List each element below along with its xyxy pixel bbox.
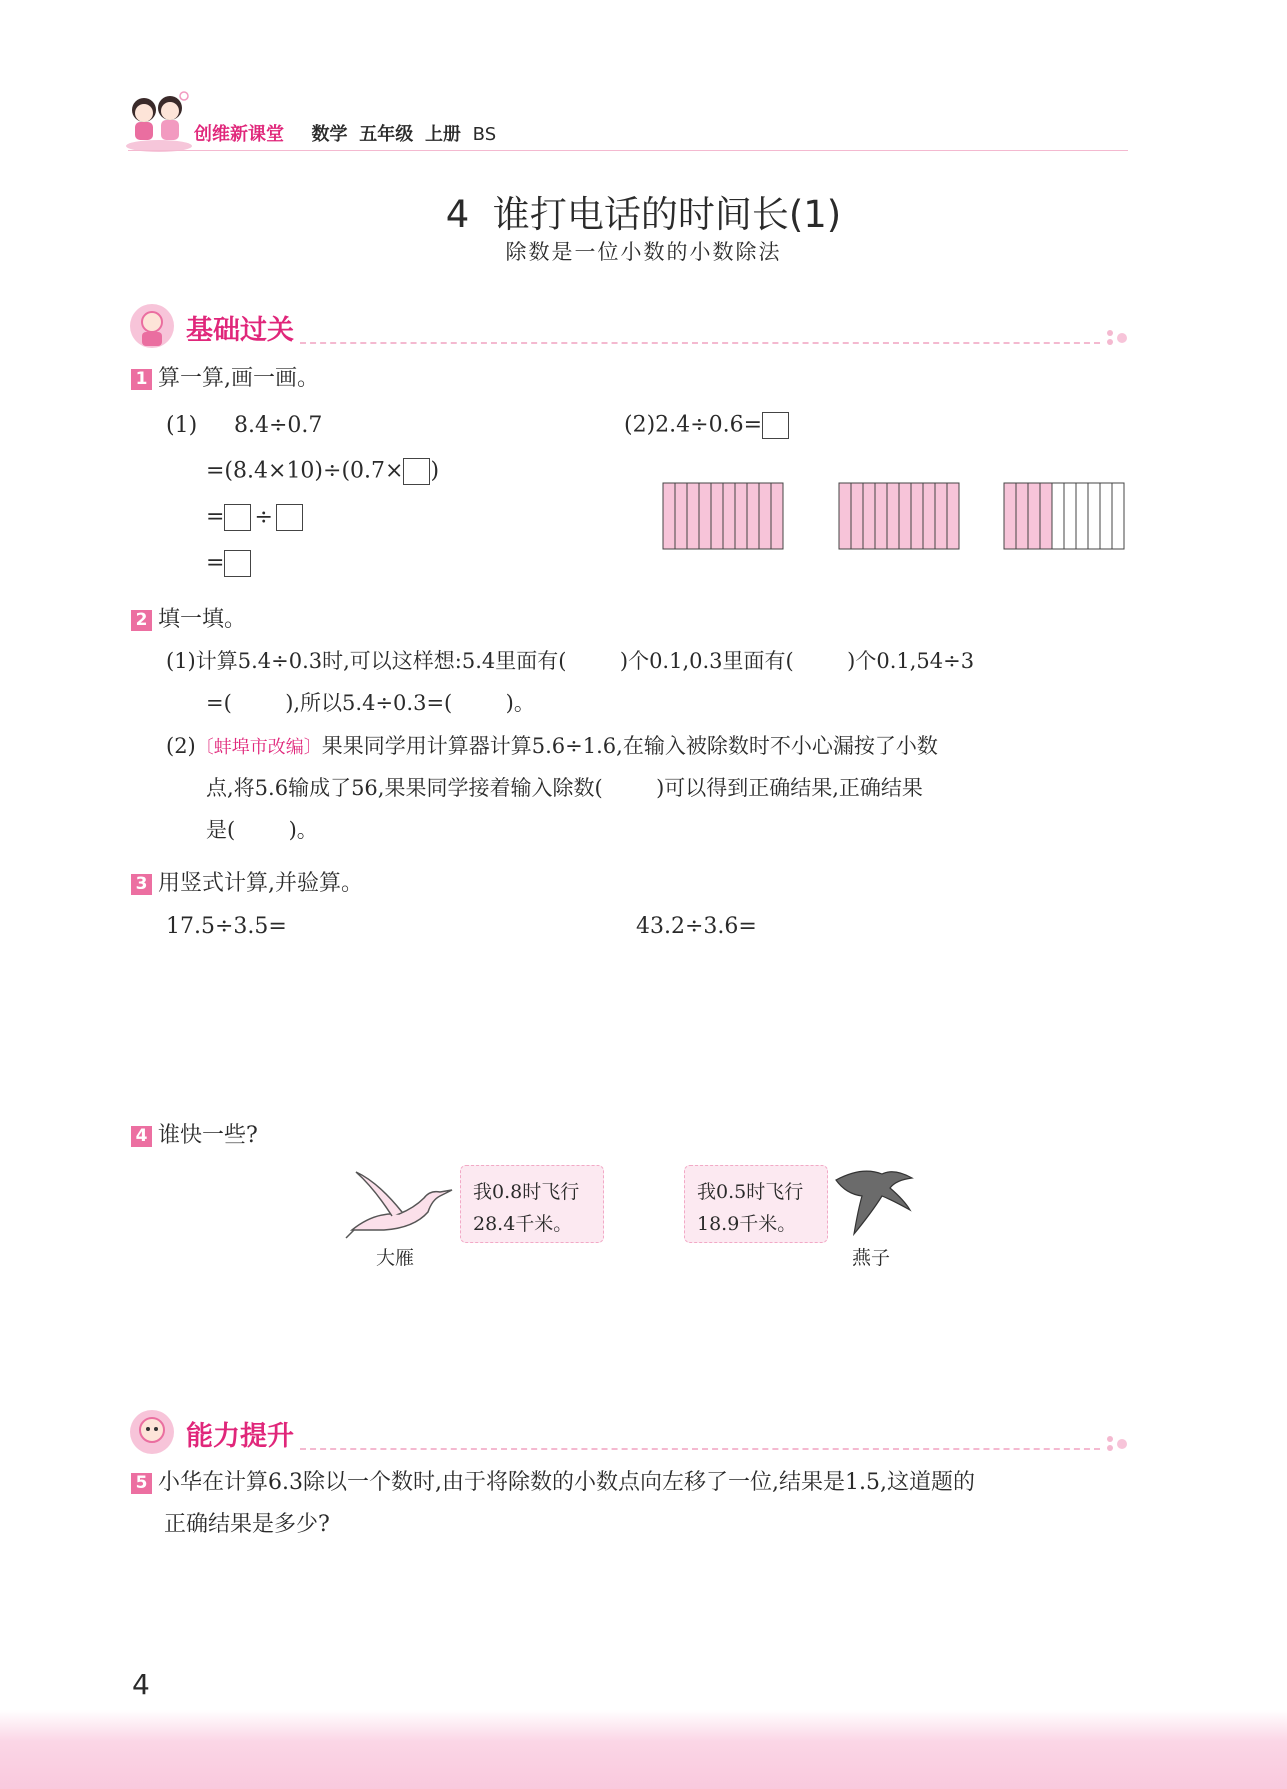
grid-strip-shaded [675, 483, 687, 549]
grid-strip-shaded [839, 483, 851, 549]
grid-strip-shaded [759, 483, 771, 549]
q5-line1 [131, 1472, 975, 1494]
grade: 五年级 [359, 124, 414, 145]
answer-box[interactable] [224, 504, 251, 531]
grid-strip-shaded [1004, 483, 1016, 549]
q3-title [131, 873, 363, 895]
q2-part2-prefix: (2) [166, 734, 196, 758]
q1-number: 1 [131, 369, 152, 390]
source-tag: 〔蚌埠市改编〕 [195, 737, 322, 758]
goose-icon [344, 1168, 454, 1240]
footer-band [0, 1710, 1287, 1789]
section-advanced-title: 能力提升 [186, 1421, 294, 1452]
grid-strip-empty [1112, 483, 1124, 549]
q1-line3 [206, 504, 303, 531]
answer-box[interactable] [224, 550, 251, 577]
q2-part1-line1: (1)计算5.4÷0.3时,可以这样想:5.4里面有( )个0.1,0.3里面有( )个0.1,54÷3 [166, 649, 975, 673]
page-number: 4 [132, 1668, 150, 1701]
header-text [194, 120, 496, 146]
grid-strip-empty [1088, 483, 1100, 549]
q2-part2-line3: 是( )。 [206, 818, 318, 842]
q2-part1-line2: =( ),所以5.4÷0.3=( )。 [206, 691, 535, 715]
goose-speech-line2: 28.4千米。 [473, 1213, 573, 1235]
grid-strip-shaded [663, 483, 675, 549]
section-basic-icon [128, 302, 176, 350]
grid-strip-shaded [1040, 483, 1052, 549]
grid-strip-empty [1052, 483, 1064, 549]
grid-figure [1003, 482, 1125, 550]
q1-eq: = [206, 504, 225, 530]
section-advanced-divider [300, 1448, 1100, 1450]
q2-part2-text: 果果同学用计算器计算5.6÷1.6,在输入被除数时不小心漏按了小数 [321, 734, 938, 758]
grid-strip-shaded [887, 483, 899, 549]
q2-number: 2 [131, 610, 152, 631]
goose-speech-bubble [460, 1165, 604, 1243]
q1-line4 [206, 550, 251, 577]
grid-svg [1003, 482, 1125, 550]
answer-box[interactable] [762, 412, 789, 439]
q1-text: 算一算,画一画。 [158, 366, 319, 391]
grid-strip-shaded [899, 483, 911, 549]
q5-text: 小华在计算6.3除以一个数时,由于将除数的小数点向左移了一位,结果是1.5,这道题的 [158, 1470, 975, 1495]
grid-strip-empty [1076, 483, 1088, 549]
grid-strip-shaded [1016, 483, 1028, 549]
goose-label: 大雁 [376, 1247, 415, 1269]
q3-expr1: 17.5÷3.5= [166, 914, 287, 939]
q2-title [131, 609, 246, 631]
grid-strip-shaded [771, 483, 783, 549]
swallow-icon [832, 1166, 914, 1238]
volume: 上册 [424, 124, 461, 145]
kids-logo-icon [124, 88, 194, 154]
grid-svg [662, 482, 784, 550]
q2-part2-line2: 点,将5.6输成了56,果果同学接着输入除数( )可以得到正确结果,正确结果 [206, 776, 923, 800]
grid-strip-shaded [699, 483, 711, 549]
section-basic-divider [300, 342, 1100, 344]
q1-title [131, 368, 319, 390]
edition: BS [472, 124, 497, 145]
grid-strip-shaded [911, 483, 923, 549]
q3-number: 3 [131, 874, 152, 895]
q4-number: 4 [131, 1126, 152, 1147]
grid-strip-empty [1064, 483, 1076, 549]
grid-strip-shaded [747, 483, 759, 549]
q1-line2 [206, 458, 439, 485]
q2-text: 填一填。 [158, 607, 247, 632]
grid-svg [838, 482, 960, 550]
lesson-title: 4 谁打电话的时间长(1) [445, 193, 842, 236]
brand-name: 创维新课堂 [194, 124, 284, 145]
section-basic-title: 基础过关 [186, 315, 294, 346]
grid-strip-shaded [851, 483, 863, 549]
swallow-speech-bubble [684, 1165, 828, 1243]
swallow-label: 燕子 [852, 1247, 891, 1269]
grid-strip-shaded [735, 483, 747, 549]
grid-strip-shaded [923, 483, 935, 549]
grid-strip-shaded [935, 483, 947, 549]
goose-speech-line1: 我0.8时飞行 [473, 1181, 580, 1203]
grid-strip-shaded [875, 483, 887, 549]
grid-strip-shaded [711, 483, 723, 549]
grid-strip-shaded [687, 483, 699, 549]
q4-text: 谁快一些? [158, 1123, 258, 1148]
q1-part1-expr: 8.4÷0.7 [234, 413, 323, 438]
grid-strip-empty [1100, 483, 1112, 549]
header-rule [128, 150, 1128, 151]
answer-box[interactable] [403, 458, 430, 485]
q1-part2-expr: (2)2.4÷0.6= [624, 412, 763, 438]
q4-title [131, 1125, 258, 1147]
q1-part2 [624, 412, 789, 439]
dots-decoration-icon [1104, 328, 1132, 348]
grid-strip-shaded [863, 483, 875, 549]
q1-eq: = [206, 550, 225, 576]
subject: 数学 [311, 124, 348, 145]
q1-line2-close: ) [430, 458, 440, 484]
grid-strip-shaded [1028, 483, 1040, 549]
q1-div: ÷ [254, 504, 273, 530]
q1-line2-text: =(8.4×10)÷(0.7× [206, 458, 404, 484]
swallow-speech-line2: 18.9千米。 [697, 1213, 797, 1235]
q3-text: 用竖式计算,并验算。 [158, 871, 363, 896]
lesson-subtitle: 除数是一位小数的小数除法 [505, 240, 782, 264]
q2-part2-line1 [166, 736, 938, 757]
q5-line2: 正确结果是多少? [164, 1512, 330, 1537]
grid-figure [838, 482, 960, 550]
q5-number: 5 [131, 1473, 152, 1494]
answer-box[interactable] [276, 504, 303, 531]
grid-strip-shaded [723, 483, 735, 549]
q3-expr2: 43.2÷3.6= [636, 914, 757, 939]
section-advanced-icon [128, 1408, 176, 1456]
swallow-speech-line1: 我0.5时飞行 [697, 1181, 804, 1203]
grid-figure [662, 482, 784, 550]
q1-part1-label: (1) [166, 413, 198, 438]
grid-strip-shaded [947, 483, 959, 549]
dots-decoration-icon [1104, 1434, 1132, 1454]
